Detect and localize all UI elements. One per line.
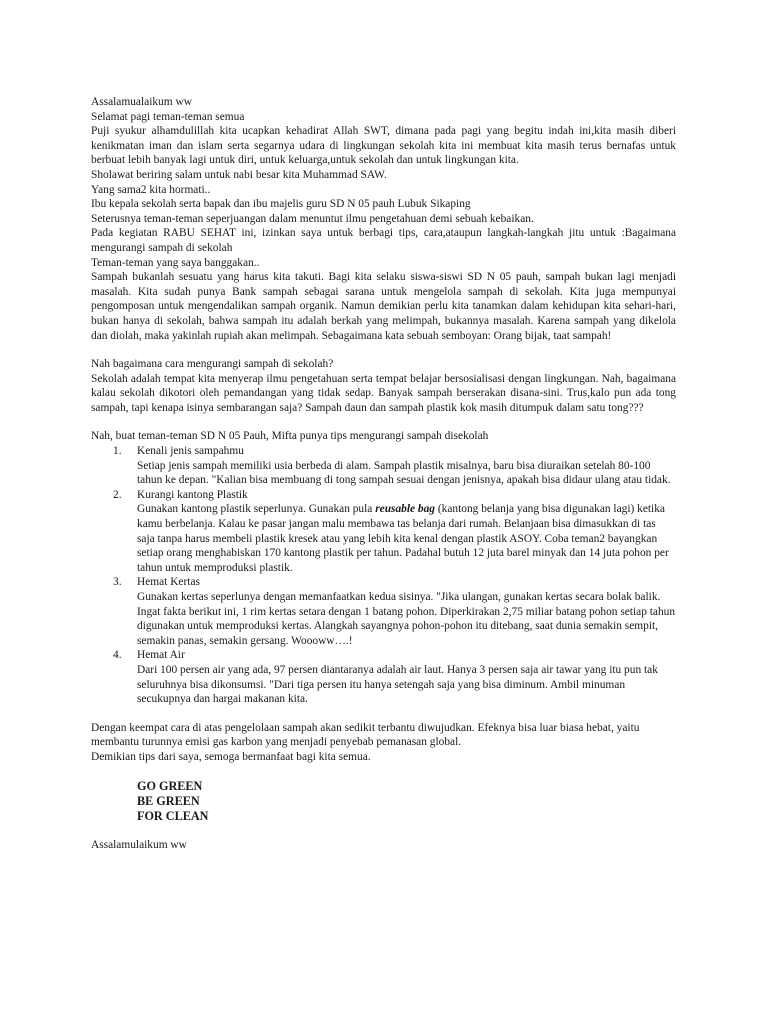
farewell: Assalamulaikum ww [91, 838, 187, 851]
paragraph-principal: Ibu kepala sekolah serta bapak dan ibu majelis guru SD N 05 pauh Lubuk Sikaping [91, 198, 471, 211]
paragraph-question: Nah bagaimana cara mengurangi sampah di sekolah? [91, 358, 334, 371]
paragraph-praise: Puji syukur alhamdulillah kita ucapkan kehadirat Allah SWT, dimana pada pagi yang begitu indah ini,kita masih diberi kenikmatan iman dan islam serta segarnya udara di lingkungan sekolah kita ini membuat kita masih terus bernafas untuk berbuat lebih banyak lagi untuk diri, untuk keluarga,untuk sekolah dan untuk lingkungan kita. [91, 125, 676, 167]
paragraph-sholawat: Sholawat beriring salam untuk nabi besar kita Muhammad SAW. [91, 168, 387, 181]
reusable-bag-emphasis: reusable bag [375, 503, 436, 516]
list-item [91, 488, 676, 576]
spacer [91, 765, 676, 779]
paragraph-thanks: Demikian tips dari saya, semoga bermanfaat bagi kita semua. [91, 750, 371, 763]
tip-body: Gunakan kertas seperlunya dengan memanfaatkan kedua sisinya. "Jika ulangan, gunakan kertas secara bolak balik. Ingat fakta berikut ini, 1 rim kertas setara dengan 1 batang pohon. Diperkirakan 2,75 miliar batang pohon setiap tahun digunakan untuk memproduksi kertas. Alangkah sayangnya pohon-pohon itu ditebang, saat dunia semakin sempit, semakin panas, semakin gersang. Woooww….! [137, 591, 676, 647]
salutation: Selamat pagi teman-teman semua [91, 110, 245, 123]
paragraph-tips-intro: Nah, buat teman-teman SD N 05 Pauh, Mifta punya tips mengurangi sampah disekolah [91, 430, 489, 443]
tip-body: Dari 100 persen air yang ada, 97 persen diantaranya adalah air laut. Hanya 3 persen saja air tawar yang itu pun tak seluruhnya bisa dikonsumsi. "Dari tiga persen itu hanya setengah saja yang bisa diminum. Ambil minuman secukupnya dan hargai makanan kita. [137, 663, 658, 706]
list-number: 4. [113, 649, 122, 662]
tip-title: Hemat Air [137, 649, 185, 662]
tip-body-text: (kantong belanja yang bisa digunakan lagi) ketika kamu berbelanja. Kalau ke pasar jangan malu membawa tas belanja dari rumah. Belanjaan bisa dimasukkan di tas saja tanpa harus membeli plastik kresek atau yang lebih kita kenal dengan plastik ASOY. Coba teman2 bayangkan setiap orang menghabiskan 170 kantong plastik per tahun. Padahal butuh 12 juta barel minyak dan 14 juta pohon per tahun untuk memproduksi plastik. [137, 503, 669, 574]
paragraph-honored: Yang sama2 kita hormati.. [91, 183, 211, 196]
paragraph-closing: Dengan keempat cara di atas pengelolaan sampah akan sedikit terbantu diwujudkan. Efeknya bisa luar biasa hebat, yaitu membantu turunnya emisi gas karbon yang menjadi penyebab pemanasan global. [91, 721, 640, 749]
paragraph-occasion: Pada kegiatan RABU SEHAT ini, izinkan saya untuk berbagi tips, cara,ataupun langkah-langkah jitu untuk :Bagaimana mengurangi sampah di sekolah [91, 227, 676, 254]
tip-body-text: Gunakan kantong plastik seperlunya. Gunakan pula [137, 503, 376, 516]
list-item [91, 648, 676, 706]
tip-title: Kurangi kantong Plastik [137, 488, 248, 501]
list-number: 1. [113, 445, 122, 458]
greeting: Assalamualaikum ww [91, 96, 192, 108]
spacer [91, 707, 676, 721]
list-item [91, 444, 676, 488]
paragraph-friends: Seterusnya teman-teman seperjuangan dalam menuntut ilmu pengetahuan demi sebuah kebaikan. [91, 212, 534, 225]
list-item [91, 575, 676, 648]
spacer [91, 415, 676, 429]
tip-title: Kenali jenis sampahmu [137, 445, 244, 458]
list-number: 3. [113, 576, 122, 589]
spacer [91, 824, 676, 838]
slogan-for-clean: FOR CLEAN [137, 808, 209, 823]
slogan-go-green: GO GREEN [137, 778, 203, 793]
paragraph-waste: Sampah bukanlah sesuatu yang harus kita takuti. Bagi kita selaku siswa-siswi SD N 05 pauh, sampah bukan lagi menjadi masalah. Kita sudah punya Bank sampah sebagai sarana untuk mengelola sampah di sekolah. Kita juga mempunyai pengomposan untuk mengendalikan sampah organik. Namun demikian perlu kita tanamkan dalam kehidupan kita sehari-hari, bukan hanya di sekolah, bahwa sampah itu adalah berkah yang melimpah, bukannya masalah. Karena sampah yang dikelola dan diolah, maka yakinlah rupiah akan melimpah. Sebagaimana kata sebuah semboyan: Orang bijak, taat sampah! [91, 271, 676, 342]
paragraph-school: Sekolah adalah tempat kita menyerap ilmu pengetahuan serta tempat belajar bersosialisasi dengan lingkungan. Nah, bagaimana kalau sekolah dikotori oleh pemandangan yang tidak sedap. Banyak sampah berserakan disana-sini. Trus,kalo pun ada tong sampah, tapi kenapa isinya sembarangan saja? Sampah daun dan sampah plastik kok masih ditumpuk dalam satu tong??? [91, 372, 676, 414]
slogan-be-green: BE GREEN [137, 793, 200, 808]
tip-title: Hemat Kertas [137, 576, 200, 589]
list-number: 2. [113, 488, 122, 501]
paragraph-proud: Teman-teman yang saya banggakan.. [91, 256, 260, 269]
tips-list [91, 444, 676, 707]
spacer [91, 343, 676, 357]
tip-body [137, 502, 676, 575]
tip-body: Setiap jenis sampah memiliki usia berbeda di alam. Sampah plastik misalnya, baru bisa diuraikan setelah 80-100 tahun ke depan. "Kalian bisa membuang di tong sampah sesuai dengan jenisnya, apakah bisa didaur ulang atau tidak. [137, 459, 671, 487]
